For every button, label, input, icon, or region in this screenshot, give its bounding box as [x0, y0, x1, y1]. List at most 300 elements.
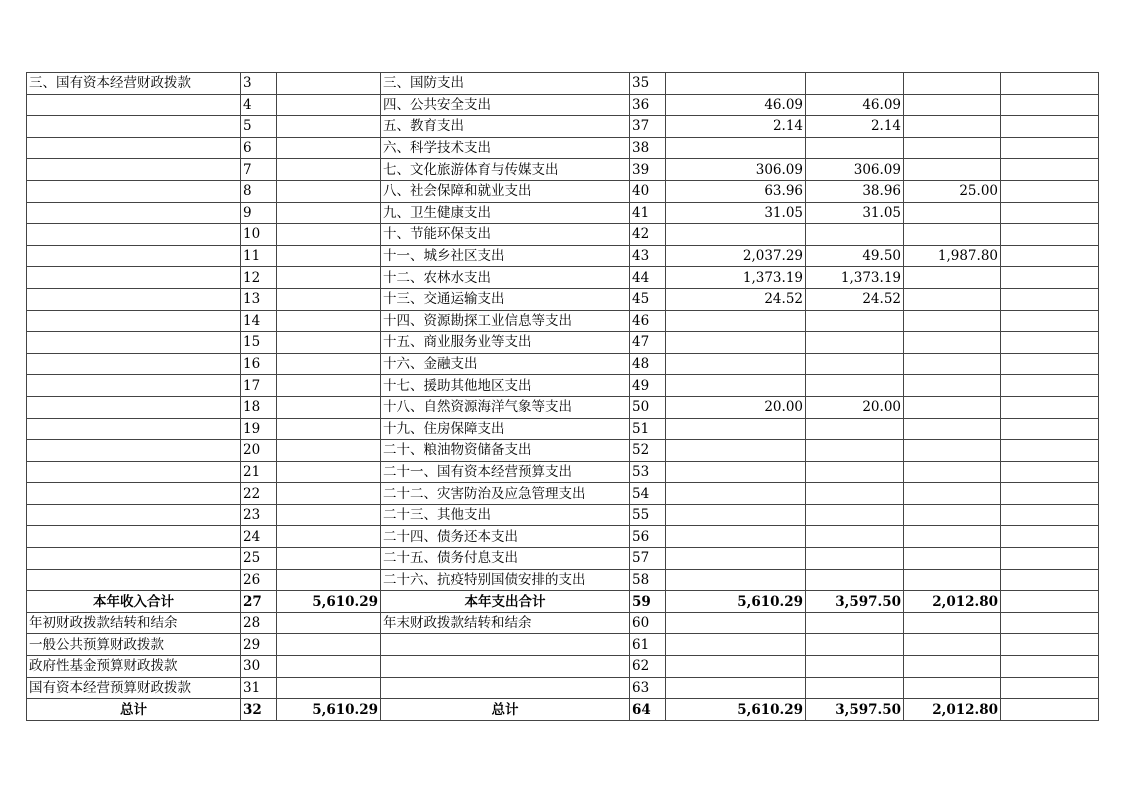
income-line-number: 9: [241, 202, 277, 224]
income-line-number: 18: [241, 396, 277, 418]
expense-project: [904, 116, 1001, 138]
income-amount: [277, 375, 381, 397]
expense-line-number: 36: [630, 94, 666, 116]
income-item-label: [27, 440, 241, 462]
expense-project: [904, 612, 1001, 634]
income-line-number: 11: [241, 245, 277, 267]
income-item-label: [27, 180, 241, 202]
expense-project: [904, 267, 1001, 289]
income-item-label: 本年收入合计: [27, 591, 241, 613]
expense-project: [904, 224, 1001, 246]
table-row: [27, 267, 1099, 289]
expense-total: [666, 656, 806, 678]
expense-extra: [1001, 159, 1099, 181]
expense-item-label: 二十六、抗疫特别国债安排的支出: [381, 569, 630, 591]
income-line-number: 28: [241, 612, 277, 634]
expense-basic: 3,597.50: [806, 591, 904, 613]
expense-basic: [806, 224, 904, 246]
income-amount: [277, 634, 381, 656]
expense-extra: [1001, 548, 1099, 570]
income-amount: [277, 267, 381, 289]
income-item-label: [27, 288, 241, 310]
expense-item-label: 五、教育支出: [381, 116, 630, 138]
expense-basic: 46.09: [806, 94, 904, 116]
expense-item-label: 二十三、其他支出: [381, 504, 630, 526]
expense-project: [904, 418, 1001, 440]
expense-item-label: 十三、交通运输支出: [381, 288, 630, 310]
expense-total: [666, 137, 806, 159]
income-item-label: [27, 375, 241, 397]
expense-basic: [806, 375, 904, 397]
income-amount: 5,610.29: [277, 699, 381, 721]
expense-basic: [806, 634, 904, 656]
expense-project: [904, 504, 1001, 526]
expense-project: [904, 288, 1001, 310]
expense-line-number: 35: [630, 73, 666, 95]
expense-project: [904, 634, 1001, 656]
table-row: [27, 634, 1099, 656]
expense-line-number: 49: [630, 375, 666, 397]
expense-basic: [806, 353, 904, 375]
income-item-label: 政府性基金预算财政拨款: [27, 656, 241, 678]
expense-item-label: 十六、金融支出: [381, 353, 630, 375]
expense-line-number: 42: [630, 224, 666, 246]
expense-basic: [806, 656, 904, 678]
income-line-number: 8: [241, 180, 277, 202]
expense-project: [904, 310, 1001, 332]
expense-extra: [1001, 591, 1099, 613]
income-line-number: 20: [241, 440, 277, 462]
income-item-label: 国有资本经营预算财政拨款: [27, 677, 241, 699]
table-row: [27, 548, 1099, 570]
expense-total: 46.09: [666, 94, 806, 116]
expense-extra: [1001, 73, 1099, 95]
expense-project: [904, 159, 1001, 181]
expense-project: [904, 332, 1001, 354]
expense-line-number: 56: [630, 526, 666, 548]
expense-total: [666, 461, 806, 483]
income-amount: [277, 526, 381, 548]
expense-item-label: 四、公共安全支出: [381, 94, 630, 116]
table-row: [27, 526, 1099, 548]
income-amount: [277, 396, 381, 418]
expense-basic: 306.09: [806, 159, 904, 181]
expense-item-label: 七、文化旅游体育与传媒支出: [381, 159, 630, 181]
expense-extra: [1001, 332, 1099, 354]
table-row: [27, 440, 1099, 462]
expense-project: [904, 73, 1001, 95]
expense-total: [666, 634, 806, 656]
expense-basic: [806, 504, 904, 526]
income-amount: [277, 677, 381, 699]
expense-basic: [806, 526, 904, 548]
expense-item-label: 九、卫生健康支出: [381, 202, 630, 224]
income-line-number: 13: [241, 288, 277, 310]
expense-extra: [1001, 569, 1099, 591]
expense-project: 2,012.80: [904, 699, 1001, 721]
income-item-label: [27, 569, 241, 591]
table-row: [27, 591, 1099, 613]
expense-line-number: 53: [630, 461, 666, 483]
expense-line-number: 47: [630, 332, 666, 354]
expense-line-number: 44: [630, 267, 666, 289]
expense-item-label: 十二、农林水支出: [381, 267, 630, 289]
expense-total: [666, 418, 806, 440]
expense-project: [904, 656, 1001, 678]
expense-line-number: 54: [630, 483, 666, 505]
expense-project: 2,012.80: [904, 591, 1001, 613]
income-item-label: [27, 483, 241, 505]
table-row: [27, 396, 1099, 418]
expense-extra: [1001, 656, 1099, 678]
expense-basic: 1,373.19: [806, 267, 904, 289]
expense-project: 25.00: [904, 180, 1001, 202]
expense-item-label: 十、节能环保支出: [381, 224, 630, 246]
income-amount: [277, 180, 381, 202]
expense-total: 5,610.29: [666, 591, 806, 613]
income-line-number: 10: [241, 224, 277, 246]
expense-project: [904, 202, 1001, 224]
table-row: [27, 116, 1099, 138]
table-row: [27, 245, 1099, 267]
income-item-label: [27, 159, 241, 181]
income-amount: [277, 116, 381, 138]
income-item-label: [27, 224, 241, 246]
expense-extra: [1001, 418, 1099, 440]
expense-basic: 3,597.50: [806, 699, 904, 721]
income-item-label: [27, 267, 241, 289]
expense-total: 306.09: [666, 159, 806, 181]
income-amount: [277, 137, 381, 159]
expense-basic: [806, 440, 904, 462]
income-amount: [277, 94, 381, 116]
income-amount: [277, 483, 381, 505]
budget-table: [26, 72, 1099, 721]
income-amount: [277, 224, 381, 246]
expense-extra: [1001, 396, 1099, 418]
expense-line-number: 58: [630, 569, 666, 591]
expense-total: [666, 440, 806, 462]
income-amount: [277, 656, 381, 678]
income-item-label: [27, 353, 241, 375]
expense-item-label: 十一、城乡社区支出: [381, 245, 630, 267]
income-line-number: 17: [241, 375, 277, 397]
income-amount: [277, 353, 381, 375]
expense-basic: [806, 73, 904, 95]
expense-line-number: 41: [630, 202, 666, 224]
expense-extra: [1001, 440, 1099, 462]
expense-item-label: 二十二、灾害防治及应急管理支出: [381, 483, 630, 505]
expense-extra: [1001, 267, 1099, 289]
expense-total: [666, 310, 806, 332]
income-line-number: 16: [241, 353, 277, 375]
income-item-label: [27, 310, 241, 332]
income-item-label: 年初财政拨款结转和结余: [27, 612, 241, 634]
expense-total: [666, 569, 806, 591]
expense-basic: [806, 677, 904, 699]
expense-item-label: 三、国防支出: [381, 73, 630, 95]
table-row: [27, 375, 1099, 397]
income-line-number: 19: [241, 418, 277, 440]
expense-project: [904, 353, 1001, 375]
expense-total: [666, 526, 806, 548]
income-line-number: 12: [241, 267, 277, 289]
table-row: [27, 73, 1099, 95]
expense-extra: [1001, 461, 1099, 483]
expense-extra: [1001, 202, 1099, 224]
table-row: [27, 202, 1099, 224]
expense-project: [904, 677, 1001, 699]
income-line-number: 27: [241, 591, 277, 613]
expense-item-label: 十七、援助其他地区支出: [381, 375, 630, 397]
table-row: [27, 699, 1099, 721]
income-item-label: [27, 137, 241, 159]
income-line-number: 31: [241, 677, 277, 699]
expense-project: [904, 569, 1001, 591]
income-line-number: 14: [241, 310, 277, 332]
income-amount: [277, 612, 381, 634]
income-amount: [277, 310, 381, 332]
expense-extra: [1001, 526, 1099, 548]
expense-line-number: 43: [630, 245, 666, 267]
expense-line-number: 39: [630, 159, 666, 181]
expense-basic: [806, 310, 904, 332]
expense-line-number: 40: [630, 180, 666, 202]
expense-basic: [806, 548, 904, 570]
expense-extra: [1001, 245, 1099, 267]
expense-item-label: 二十四、债务还本支出: [381, 526, 630, 548]
expense-item-label: 二十一、国有资本经营预算支出: [381, 461, 630, 483]
table-row: [27, 310, 1099, 332]
expense-item-label: [381, 677, 630, 699]
expense-line-number: 62: [630, 656, 666, 678]
expense-project: [904, 483, 1001, 505]
income-amount: [277, 440, 381, 462]
expense-total: [666, 483, 806, 505]
expense-basic: [806, 569, 904, 591]
table-row: [27, 224, 1099, 246]
expense-total: 2,037.29: [666, 245, 806, 267]
expense-extra: [1001, 180, 1099, 202]
expense-project: [904, 526, 1001, 548]
income-line-number: 7: [241, 159, 277, 181]
income-line-number: 26: [241, 569, 277, 591]
income-line-number: 4: [241, 94, 277, 116]
expense-item-label: 年末财政拨款结转和结余: [381, 612, 630, 634]
expense-line-number: 46: [630, 310, 666, 332]
expense-basic: [806, 418, 904, 440]
expense-extra: [1001, 612, 1099, 634]
income-amount: [277, 548, 381, 570]
expense-line-number: 60: [630, 612, 666, 634]
expense-extra: [1001, 483, 1099, 505]
expense-extra: [1001, 137, 1099, 159]
table-row: [27, 483, 1099, 505]
expense-item-label: 十九、住房保障支出: [381, 418, 630, 440]
income-item-label: 总计: [27, 699, 241, 721]
expense-total: [666, 332, 806, 354]
expense-total: 5,610.29: [666, 699, 806, 721]
expense-line-number: 37: [630, 116, 666, 138]
expense-item-label: [381, 656, 630, 678]
expense-item-label: 八、社会保障和就业支出: [381, 180, 630, 202]
expense-basic: [806, 612, 904, 634]
table-row: [27, 677, 1099, 699]
table-row: [27, 353, 1099, 375]
expense-line-number: 52: [630, 440, 666, 462]
table-row: [27, 461, 1099, 483]
expense-basic: 24.52: [806, 288, 904, 310]
income-item-label: [27, 461, 241, 483]
expense-extra: [1001, 116, 1099, 138]
income-item-label: [27, 548, 241, 570]
table-row: [27, 137, 1099, 159]
expense-line-number: 61: [630, 634, 666, 656]
expense-total: 63.96: [666, 180, 806, 202]
income-amount: [277, 73, 381, 95]
expense-basic: [806, 137, 904, 159]
expense-project: 1,987.80: [904, 245, 1001, 267]
income-item-label: [27, 396, 241, 418]
income-line-number: 30: [241, 656, 277, 678]
expense-project: [904, 461, 1001, 483]
expense-extra: [1001, 310, 1099, 332]
expense-extra: [1001, 634, 1099, 656]
expense-line-number: 57: [630, 548, 666, 570]
expense-item-label: 二十、粮油物资储备支出: [381, 440, 630, 462]
income-amount: 5,610.29: [277, 591, 381, 613]
table-row: [27, 569, 1099, 591]
expense-total: 24.52: [666, 288, 806, 310]
income-item-label: [27, 332, 241, 354]
income-amount: [277, 504, 381, 526]
income-line-number: 22: [241, 483, 277, 505]
expense-line-number: 38: [630, 137, 666, 159]
expense-total: 2.14: [666, 116, 806, 138]
expense-extra: [1001, 375, 1099, 397]
income-line-number: 23: [241, 504, 277, 526]
expense-extra: [1001, 699, 1099, 721]
table-row: [27, 288, 1099, 310]
expense-total: 20.00: [666, 396, 806, 418]
expense-item-label: 十五、商业服务业等支出: [381, 332, 630, 354]
expense-basic: 20.00: [806, 396, 904, 418]
income-line-number: 32: [241, 699, 277, 721]
expense-line-number: 59: [630, 591, 666, 613]
expense-line-number: 48: [630, 353, 666, 375]
income-line-number: 29: [241, 634, 277, 656]
expense-item-label: 总计: [381, 699, 630, 721]
income-amount: [277, 418, 381, 440]
expense-item-label: 十四、资源勘探工业信息等支出: [381, 310, 630, 332]
expense-extra: [1001, 353, 1099, 375]
table-row: [27, 418, 1099, 440]
table-row: [27, 180, 1099, 202]
expense-basic: [806, 332, 904, 354]
income-amount: [277, 461, 381, 483]
expense-item-label: [381, 634, 630, 656]
income-item-label: [27, 94, 241, 116]
expense-extra: [1001, 224, 1099, 246]
income-amount: [277, 202, 381, 224]
table-row: [27, 656, 1099, 678]
income-amount: [277, 332, 381, 354]
income-line-number: 5: [241, 116, 277, 138]
income-item-label: 三、国有资本经营财政拨款: [27, 73, 241, 95]
expense-total: [666, 375, 806, 397]
expense-project: [904, 375, 1001, 397]
table-row: [27, 159, 1099, 181]
expense-total: [666, 224, 806, 246]
expense-basic: 2.14: [806, 116, 904, 138]
expense-project: [904, 94, 1001, 116]
expense-basic: 49.50: [806, 245, 904, 267]
income-amount: [277, 569, 381, 591]
table-body: [27, 73, 1099, 721]
income-item-label: 一般公共预算财政拨款: [27, 634, 241, 656]
income-line-number: 3: [241, 73, 277, 95]
expense-total: [666, 677, 806, 699]
income-line-number: 15: [241, 332, 277, 354]
expense-line-number: 63: [630, 677, 666, 699]
income-line-number: 24: [241, 526, 277, 548]
expense-total: 31.05: [666, 202, 806, 224]
expense-total: [666, 353, 806, 375]
expense-item-label: 六、科学技术支出: [381, 137, 630, 159]
income-item-label: [27, 116, 241, 138]
expense-project: [904, 548, 1001, 570]
expense-total: [666, 504, 806, 526]
income-item-label: [27, 526, 241, 548]
expense-project: [904, 396, 1001, 418]
table-row: [27, 612, 1099, 634]
expense-line-number: 51: [630, 418, 666, 440]
income-item-label: [27, 504, 241, 526]
table-row: [27, 504, 1099, 526]
expense-item-label: 十八、自然资源海洋气象等支出: [381, 396, 630, 418]
expense-line-number: 50: [630, 396, 666, 418]
expense-total: 1,373.19: [666, 267, 806, 289]
expense-line-number: 55: [630, 504, 666, 526]
income-item-label: [27, 245, 241, 267]
expense-total: [666, 612, 806, 634]
table-row: [27, 332, 1099, 354]
expense-item-label: 二十五、债务付息支出: [381, 548, 630, 570]
income-amount: [277, 288, 381, 310]
expense-extra: [1001, 504, 1099, 526]
expense-total: [666, 548, 806, 570]
income-amount: [277, 159, 381, 181]
expense-line-number: 64: [630, 699, 666, 721]
expense-item-label: 本年支出合计: [381, 591, 630, 613]
income-line-number: 25: [241, 548, 277, 570]
expense-line-number: 45: [630, 288, 666, 310]
expense-extra: [1001, 94, 1099, 116]
income-line-number: 6: [241, 137, 277, 159]
expense-extra: [1001, 677, 1099, 699]
expense-total: [666, 73, 806, 95]
expense-basic: 38.96: [806, 180, 904, 202]
income-item-label: [27, 202, 241, 224]
expense-basic: 31.05: [806, 202, 904, 224]
income-amount: [277, 245, 381, 267]
table-row: [27, 94, 1099, 116]
expense-project: [904, 137, 1001, 159]
expense-basic: [806, 461, 904, 483]
income-item-label: [27, 418, 241, 440]
expense-project: [904, 440, 1001, 462]
income-line-number: 21: [241, 461, 277, 483]
